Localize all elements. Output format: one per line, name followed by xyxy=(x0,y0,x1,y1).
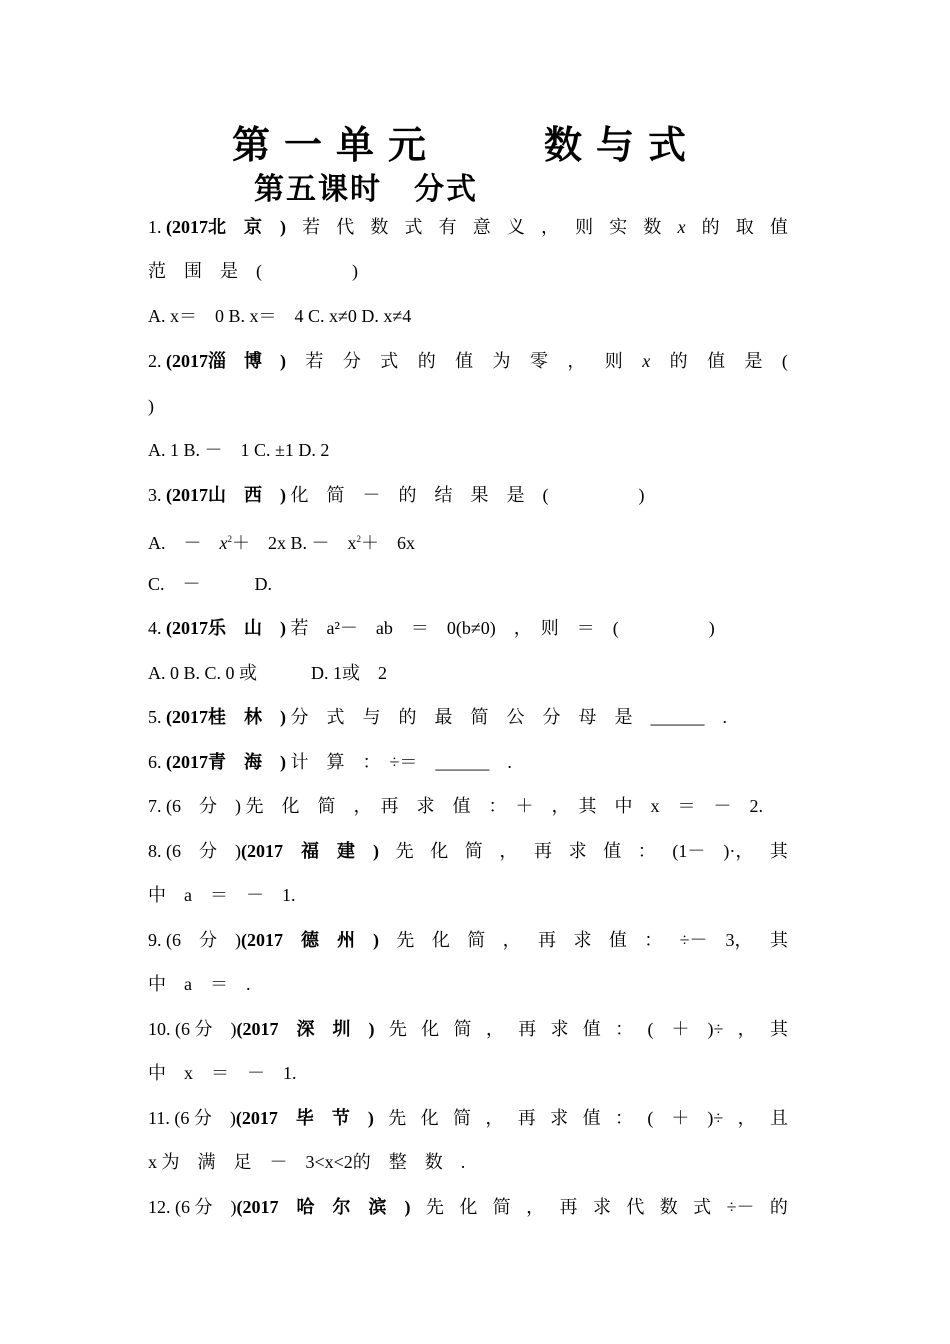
question-10-line-2: 中 x ＝ － 1. xyxy=(148,1063,297,1083)
question-9-line-2: 中 a ＝ . xyxy=(148,974,251,994)
question-11-line-2: x 为 满 足 － 3<x<2的 整 数 . xyxy=(148,1152,466,1172)
page-title: 第一单元 数与式 xyxy=(232,123,701,167)
question-12-line-1: 12. (6 分 )(2017 哈 尔 滨 ) 先 化 简 ， 再 求 代 数 式 ÷－ 的 xyxy=(148,1197,788,1217)
question-2-line-2: ) xyxy=(148,396,154,416)
question-3-options-cd: C. － D. xyxy=(148,574,273,594)
question-1-line-2: 范 围 是 ( ) xyxy=(148,261,358,281)
question-4-options: A. 0 B. C. 0 或 D. 1或 2 xyxy=(148,663,388,683)
question-7: 7. (6 分 ) 先 化 简 ， 再 求 值 ： ＋ ， 其 中 x ＝ － 2. xyxy=(148,796,763,816)
question-8-line-1: 8. (6 分 )(2017 福 建 ) 先 化 简 ， 再 求 值 ： (1－ )·， 其 xyxy=(148,841,788,861)
question-5: 5. (2017桂 林 ) 分 式 与 的 最 简 公 分 母 是 ______ . xyxy=(148,707,727,727)
question-10-line-1: 10. (6 分 )(2017 深 圳 ) 先 化 简 ， 再 求 值 ： ( ＋ )÷ ， 其 xyxy=(148,1019,788,1039)
question-6: 6. (2017青 海 ) 计 算 ： ÷＝ ______ . xyxy=(148,752,512,772)
question-2-options: A. 1 B. － 1 C. ±1 D. 2 xyxy=(148,440,330,460)
question-3-stem: 3. (2017山 西 ) 化 简 － 的 结 果 是 ( ) xyxy=(148,485,645,505)
question-8-line-2: 中 a ＝ － 1. xyxy=(148,885,296,905)
page-subtitle: 第五课时 分式 xyxy=(254,172,478,207)
question-3-options-ab: A. － $x^2+$ 2x B. － $x^2+$ 6x xyxy=(148,533,416,553)
question-1-options: A. x＝ 0 B. x＝ 4 C. x≠0 D. x≠4 xyxy=(148,306,412,326)
question-4-stem: 4. (2017乐 山 ) 若 a²－ ab ＝ 0(b≠0) ， 则 ＝ ( ) xyxy=(148,618,715,638)
question-2-line-1: 2. (2017淄 博 ) 若 分 式 的 值 为 零 ， 则 x 的 值 是 ( xyxy=(148,351,788,371)
question-9-line-1: 9. (6 分 )(2017 德 州 ) 先 化 简 ， 再 求 值 ： ÷－ 3， 其 xyxy=(148,930,788,950)
question-11-line-1: 11. (6 分 )(2017 毕 节 ) 先 化 简 ， 再 求 值 ： ( ＋ )÷ ， 且 xyxy=(148,1108,788,1128)
question-1-line-1: 1. (2017北 京 ) 若 代 数 式 有 意 义 ， 则 实 数 x 的 取 值 xyxy=(148,217,788,237)
